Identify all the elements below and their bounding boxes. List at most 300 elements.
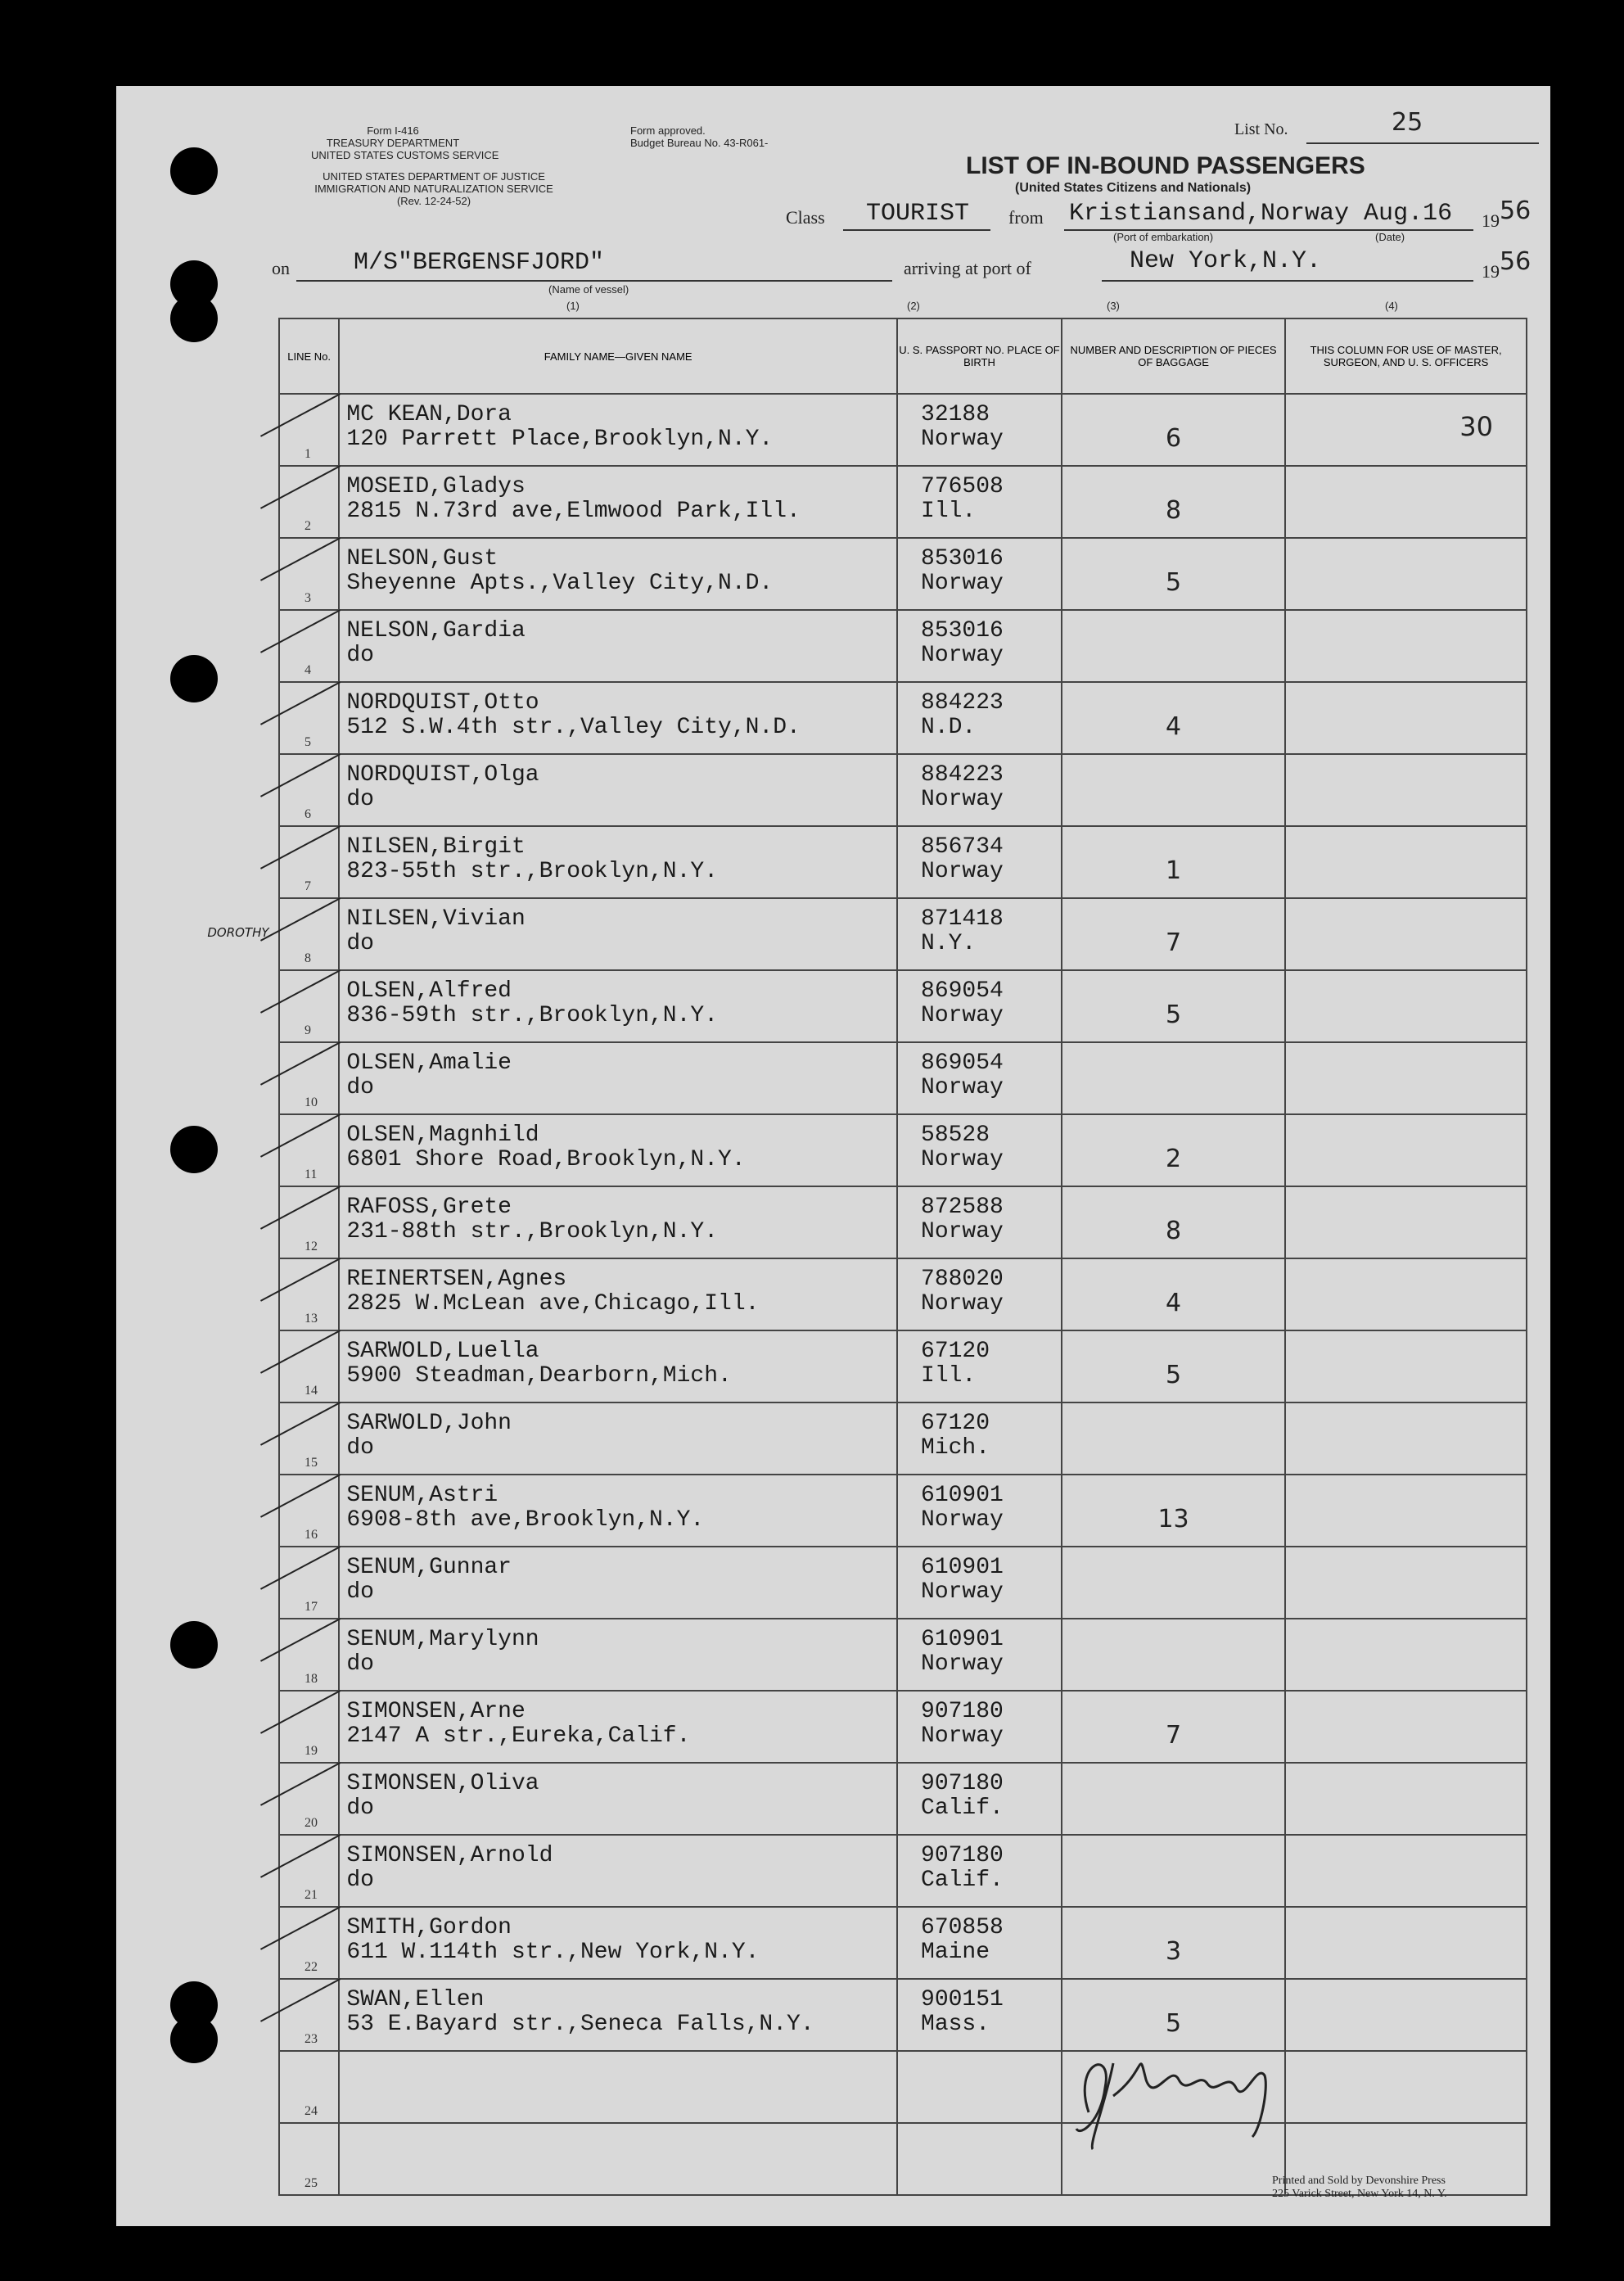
name-cell bbox=[339, 2123, 897, 2195]
place-of-birth: Norway bbox=[921, 1075, 1004, 1100]
place-of-birth: Norway bbox=[921, 1579, 1004, 1605]
officer-note bbox=[1286, 1403, 1526, 1420]
year-prefix-1: 19 bbox=[1482, 210, 1500, 231]
header-officer-use: THIS COLUMN FOR USE OF MASTER, SURGEON, AND U. S. OFFICERS bbox=[1285, 318, 1527, 394]
baggage-cell bbox=[1062, 682, 1285, 754]
line-cell bbox=[279, 1475, 339, 1547]
line-number: 12 bbox=[304, 1240, 318, 1253]
passenger-address: 836-59th str.,Brooklyn,N.Y. bbox=[346, 1003, 719, 1028]
passenger-name: RAFOSS,Grete bbox=[346, 1195, 512, 1220]
name-cell bbox=[339, 1114, 897, 1186]
passenger-name: NORDQUIST,Olga bbox=[346, 762, 539, 788]
passenger-address: 823-55th str.,Brooklyn,N.Y. bbox=[346, 859, 719, 884]
line-cell bbox=[279, 898, 339, 970]
officer-note bbox=[1286, 1259, 1526, 1276]
page-subtitle: (United States Citizens and Nationals) bbox=[1015, 181, 1252, 195]
officer-note bbox=[1286, 971, 1526, 987]
name-cell bbox=[339, 1835, 897, 1907]
passport-cell bbox=[897, 898, 1062, 970]
officer-use-cell bbox=[1285, 1547, 1527, 1619]
baggage-cell bbox=[1062, 1042, 1285, 1114]
passport-cell bbox=[897, 682, 1062, 754]
name-cell bbox=[339, 1547, 897, 1619]
officer-use-cell bbox=[1285, 1475, 1527, 1547]
passport-cell bbox=[897, 1258, 1062, 1330]
line-number: 2 bbox=[304, 519, 311, 533]
officer-use-cell bbox=[1285, 682, 1527, 754]
baggage-cell bbox=[1062, 1114, 1285, 1186]
name-cell bbox=[339, 538, 897, 610]
place-of-birth: Norway bbox=[921, 1219, 1004, 1244]
passport-cell bbox=[897, 394, 1062, 466]
officer-use-cell bbox=[1285, 394, 1527, 466]
officer-note bbox=[1286, 2052, 1526, 2068]
officer-note bbox=[1286, 1043, 1526, 1059]
place-of-birth: Norway bbox=[921, 571, 1004, 596]
passport-number: 856734 bbox=[921, 834, 1004, 860]
table-header-row bbox=[279, 318, 1527, 394]
line-number: 20 bbox=[304, 1816, 318, 1830]
name-cell bbox=[339, 1475, 897, 1547]
passenger-address: do bbox=[346, 643, 374, 668]
table-row bbox=[279, 1907, 1527, 1979]
arriving-label: arriving at port of bbox=[904, 258, 1031, 278]
vessel-name: M/S"BERGENSFJORD" bbox=[354, 249, 605, 277]
passport-cell bbox=[897, 538, 1062, 610]
officer-use-cell bbox=[1285, 1619, 1527, 1691]
doj-name: UNITED STATES DEPARTMENT OF JUSTICE bbox=[323, 170, 545, 183]
baggage-cell bbox=[1062, 1186, 1285, 1258]
line-cell bbox=[279, 826, 339, 898]
approval-block bbox=[630, 124, 768, 149]
baggage-count: 5 bbox=[1166, 2009, 1182, 2038]
passenger-name: SIMONSEN,Oliva bbox=[346, 1771, 539, 1796]
passport-number: 776508 bbox=[921, 474, 1004, 499]
line-number: 21 bbox=[304, 1888, 318, 1902]
place-of-birth: Norway bbox=[921, 643, 1004, 668]
passenger-name: OLSEN,Magnhild bbox=[346, 1122, 539, 1148]
punch-hole bbox=[170, 1621, 218, 1669]
passenger-name: NORDQUIST,Otto bbox=[346, 690, 539, 716]
baggage-count bbox=[1062, 755, 1284, 784]
place-of-birth: Norway bbox=[921, 859, 1004, 884]
passport-number: 900151 bbox=[921, 1987, 1004, 2012]
baggage-count bbox=[1062, 1619, 1284, 1649]
baggage-cell bbox=[1062, 394, 1285, 466]
passenger-name: SARWOLD,John bbox=[346, 1411, 512, 1436]
baggage-count bbox=[1062, 611, 1284, 640]
line-number: 3 bbox=[304, 591, 311, 605]
passenger-address: 5900 Steadman,Dearborn,Mich. bbox=[346, 1363, 732, 1389]
officer-use-cell bbox=[1285, 970, 1527, 1042]
line-number: 8 bbox=[304, 951, 311, 965]
passport-number: 670858 bbox=[921, 1915, 1004, 1940]
passport-cell bbox=[897, 826, 1062, 898]
officer-note bbox=[1286, 1692, 1526, 1708]
passenger-address: do bbox=[346, 1795, 374, 1821]
officer-use-cell bbox=[1285, 1979, 1527, 2051]
passport-cell bbox=[897, 1691, 1062, 1763]
name-cell bbox=[339, 682, 897, 754]
passport-number: 788020 bbox=[921, 1267, 1004, 1292]
table-row bbox=[279, 1979, 1527, 2051]
line-cell bbox=[279, 1402, 339, 1475]
table-row bbox=[279, 2051, 1527, 2123]
place-of-birth: Maine bbox=[921, 1940, 990, 1965]
passenger-name: SIMONSEN,Arnold bbox=[346, 1843, 553, 1868]
name-cell bbox=[339, 1907, 897, 1979]
line-cell bbox=[279, 754, 339, 826]
passenger-address: 231-88th str.,Brooklyn,N.Y. bbox=[346, 1219, 719, 1244]
passenger-address: do bbox=[346, 1868, 374, 1893]
table-row bbox=[279, 1402, 1527, 1475]
baggage-count: 5 bbox=[1166, 1000, 1182, 1029]
ins-name: IMMIGRATION AND NATURALIZATION SERVICE bbox=[314, 183, 553, 195]
table-row bbox=[279, 1619, 1527, 1691]
officer-use-cell bbox=[1285, 1763, 1527, 1835]
passenger-address: do bbox=[346, 1075, 374, 1100]
table-row bbox=[279, 1475, 1527, 1547]
passenger-address: 2147 A str.,Eureka,Calif. bbox=[346, 1723, 691, 1749]
year-value-2: 56 bbox=[1500, 247, 1532, 276]
table-row bbox=[279, 754, 1527, 826]
punch-hole bbox=[170, 147, 218, 195]
line-number: 6 bbox=[304, 807, 311, 821]
passport-number: 67120 bbox=[921, 1339, 990, 1364]
officer-note bbox=[1286, 1475, 1526, 1492]
line-cell bbox=[279, 610, 339, 682]
passport-cell bbox=[897, 1763, 1062, 1835]
passport-cell bbox=[897, 970, 1062, 1042]
line-number: 13 bbox=[304, 1312, 318, 1326]
officer-use-cell bbox=[1285, 538, 1527, 610]
from-value: Kristiansand,Norway Aug.16 bbox=[1069, 200, 1453, 228]
officer-use-cell bbox=[1285, 826, 1527, 898]
baggage-cell bbox=[1062, 1907, 1285, 1979]
line-number: 14 bbox=[304, 1384, 318, 1398]
customs-service: UNITED STATES CUSTOMS SERVICE bbox=[311, 149, 499, 161]
passport-number: 884223 bbox=[921, 690, 1004, 716]
passport-cell bbox=[897, 1186, 1062, 1258]
passport-number: 884223 bbox=[921, 762, 1004, 788]
baggage-count: 6 bbox=[1166, 424, 1182, 453]
line-cell bbox=[279, 1619, 339, 1691]
line-cell bbox=[279, 1186, 339, 1258]
line-number: 18 bbox=[304, 1672, 318, 1686]
col-num-1: (1) bbox=[566, 300, 580, 312]
baggage-count: 8 bbox=[1166, 496, 1182, 525]
baggage-count: 7 bbox=[1166, 1721, 1182, 1750]
name-cell bbox=[339, 466, 897, 538]
place-of-birth: Calif. bbox=[921, 1868, 1004, 1893]
table-row bbox=[279, 826, 1527, 898]
name-cell bbox=[339, 1691, 897, 1763]
vessel-label: (Name of vessel) bbox=[548, 283, 629, 296]
officer-use-cell bbox=[1285, 466, 1527, 538]
class-value: TOURIST bbox=[866, 200, 970, 228]
table-row bbox=[279, 1763, 1527, 1835]
baggage-cell bbox=[1062, 898, 1285, 970]
officer-use-cell bbox=[1285, 2051, 1527, 2123]
line-number: 9 bbox=[304, 1023, 311, 1037]
passport-number: 32188 bbox=[921, 402, 990, 427]
year-prefix-2: 19 bbox=[1482, 261, 1500, 282]
line-cell bbox=[279, 1258, 339, 1330]
officer-use-cell bbox=[1285, 610, 1527, 682]
passport-number: 872588 bbox=[921, 1195, 1004, 1220]
table-row bbox=[279, 970, 1527, 1042]
baggage-cell bbox=[1062, 1835, 1285, 1907]
name-cell bbox=[339, 1402, 897, 1475]
table-row bbox=[279, 1547, 1527, 1619]
line-cell bbox=[279, 1907, 339, 1979]
passport-cell bbox=[897, 1475, 1062, 1547]
passport-cell bbox=[897, 1402, 1062, 1475]
baggage-count bbox=[1062, 1403, 1284, 1433]
baggage-count bbox=[1062, 1043, 1284, 1073]
table-row bbox=[279, 898, 1527, 970]
name-cell bbox=[339, 1619, 897, 1691]
budget-bureau: Budget Bureau No. 43-R061- bbox=[630, 137, 769, 149]
on-label: on bbox=[272, 258, 290, 278]
place-of-birth: Norway bbox=[921, 1147, 1004, 1172]
handwritten-note: DOROTHY bbox=[207, 925, 269, 940]
line-cell bbox=[279, 1114, 339, 1186]
name-cell bbox=[339, 826, 897, 898]
passport-cell bbox=[897, 1907, 1062, 1979]
baggage-cell bbox=[1062, 1619, 1285, 1691]
officer-note bbox=[1286, 1836, 1526, 1852]
revision-date: (Rev. 12-24-52) bbox=[396, 195, 471, 207]
passenger-address: 53 E.Bayard str.,Seneca Falls,N.Y. bbox=[346, 2012, 814, 2037]
officer-note bbox=[1286, 1980, 1526, 1996]
line-number: 11 bbox=[304, 1168, 318, 1181]
baggage-cell bbox=[1062, 970, 1285, 1042]
officer-use-cell bbox=[1285, 1907, 1527, 1979]
officer-signature bbox=[1056, 2014, 1301, 2153]
baggage-count bbox=[1062, 1764, 1284, 1793]
baggage-count: 4 bbox=[1166, 712, 1182, 741]
passenger-name: OLSEN,Alfred bbox=[346, 978, 512, 1004]
line-cell bbox=[279, 682, 339, 754]
officer-note bbox=[1286, 683, 1526, 699]
baggage-count: 8 bbox=[1166, 1217, 1182, 1245]
form-identification bbox=[311, 124, 499, 161]
passenger-address: 2825 W.McLean ave,Chicago,Ill. bbox=[346, 1291, 760, 1317]
officer-note: 30 bbox=[1459, 411, 1493, 442]
passport-number: 907180 bbox=[921, 1771, 1004, 1796]
line-number: 25 bbox=[304, 2176, 318, 2190]
line-cell bbox=[279, 1835, 339, 1907]
passport-cell bbox=[897, 466, 1062, 538]
passenger-address: Sheyenne Apts.,Valley City,N.D. bbox=[346, 571, 774, 596]
table-row bbox=[279, 1691, 1527, 1763]
line-number: 5 bbox=[304, 735, 311, 749]
col-num-3: (3) bbox=[1107, 300, 1120, 312]
line-cell bbox=[279, 394, 339, 466]
port-embark-label: (Port of embarkation) bbox=[1113, 231, 1214, 243]
line-number: 1 bbox=[304, 447, 311, 461]
baggage-count: 2 bbox=[1166, 1145, 1182, 1173]
line-number: 19 bbox=[304, 1744, 318, 1758]
name-cell bbox=[339, 970, 897, 1042]
header-line-no: LINE No. bbox=[279, 318, 339, 394]
name-cell bbox=[339, 1763, 897, 1835]
col-num-4: (4) bbox=[1385, 300, 1398, 312]
officer-note bbox=[1286, 899, 1526, 915]
place-of-birth: Norway bbox=[921, 787, 1004, 812]
passport-cell bbox=[897, 1330, 1062, 1402]
passenger-name: MOSEID,Gladys bbox=[346, 474, 526, 499]
name-cell bbox=[339, 2051, 897, 2123]
punch-hole bbox=[170, 1126, 218, 1173]
passenger-table bbox=[207, 318, 1527, 2196]
passenger-address: do bbox=[346, 1579, 374, 1605]
officer-note bbox=[1286, 1764, 1526, 1780]
passenger-address: 6908-8th ave,Brooklyn,N.Y. bbox=[346, 1507, 705, 1533]
doj-block bbox=[270, 170, 598, 207]
place-of-birth: Norway bbox=[921, 1651, 1004, 1677]
place-of-birth: Norway bbox=[921, 1003, 1004, 1028]
baggage-count: 4 bbox=[1166, 1289, 1182, 1317]
arrival-port: New York,N.Y. bbox=[1130, 247, 1322, 275]
treasury-dept: TREASURY DEPARTMENT bbox=[326, 137, 460, 149]
name-cell bbox=[207, 898, 897, 970]
year-value-1: 56 bbox=[1500, 196, 1532, 225]
form-number: Form I-416 bbox=[367, 124, 419, 137]
passport-number: 58528 bbox=[921, 1122, 990, 1148]
passport-cell bbox=[897, 1547, 1062, 1619]
table-row bbox=[279, 394, 1527, 466]
class-label: Class bbox=[786, 207, 825, 228]
passport-number: 610901 bbox=[921, 1483, 1004, 1508]
table-row bbox=[279, 1258, 1527, 1330]
baggage-cell bbox=[1062, 1763, 1285, 1835]
table-row bbox=[279, 466, 1527, 538]
baggage-cell bbox=[1062, 826, 1285, 898]
line-number: 22 bbox=[304, 1960, 318, 1974]
passport-number: 869054 bbox=[921, 1050, 1004, 1076]
baggage-count bbox=[1062, 1547, 1284, 1577]
line-number: 24 bbox=[304, 2104, 318, 2118]
passenger-name: SENUM,Marylynn bbox=[346, 1627, 539, 1652]
officer-use-cell bbox=[1285, 1186, 1527, 1258]
officer-use-cell bbox=[1285, 1402, 1527, 1475]
passenger-name: SIMONSEN,Arne bbox=[346, 1699, 526, 1724]
line-number: 23 bbox=[304, 2032, 318, 2046]
class-rule bbox=[843, 229, 990, 231]
punch-hole bbox=[170, 2016, 218, 2063]
header-passport: U. S. PASSPORT NO. PLACE OF BIRTH bbox=[897, 318, 1062, 394]
printer-address: 225 Varick Street, New York 14, N. Y. bbox=[1272, 2188, 1447, 2200]
baggage-cell bbox=[1062, 1691, 1285, 1763]
line-cell bbox=[279, 970, 339, 1042]
officer-note bbox=[1286, 611, 1526, 627]
baggage-count: 3 bbox=[1166, 1937, 1182, 1966]
officer-note bbox=[1286, 1547, 1526, 1564]
place-of-birth: Calif. bbox=[921, 1795, 1004, 1821]
line-cell bbox=[279, 466, 339, 538]
date-label: (Date) bbox=[1375, 231, 1405, 243]
officer-note bbox=[1286, 1331, 1526, 1348]
passport-number: 610901 bbox=[921, 1555, 1004, 1580]
name-cell bbox=[339, 1186, 897, 1258]
officer-use-cell bbox=[1285, 1330, 1527, 1402]
line-number: 4 bbox=[304, 663, 311, 677]
table-row bbox=[279, 1835, 1527, 1907]
list-no-rule bbox=[1306, 142, 1539, 144]
table-row bbox=[279, 682, 1527, 754]
baggage-count: 5 bbox=[1166, 1361, 1182, 1389]
place-of-birth: N.D. bbox=[921, 715, 977, 740]
table-row bbox=[279, 610, 1527, 682]
place-of-birth: N.Y. bbox=[921, 931, 977, 956]
line-cell bbox=[279, 1691, 339, 1763]
line-cell bbox=[279, 1763, 339, 1835]
header-name: FAMILY NAME—GIVEN NAME bbox=[339, 318, 897, 394]
passenger-address: do bbox=[346, 1651, 374, 1677]
passport-cell bbox=[897, 754, 1062, 826]
officer-note bbox=[1286, 1115, 1526, 1131]
place-of-birth: Mass. bbox=[921, 2012, 990, 2037]
list-no-label: List No. bbox=[1234, 120, 1288, 138]
officer-use-cell bbox=[1285, 1258, 1527, 1330]
passenger-name: OLSEN,Amalie bbox=[346, 1050, 512, 1076]
name-cell bbox=[339, 1330, 897, 1402]
baggage-cell bbox=[1062, 1547, 1285, 1619]
from-label: from bbox=[1008, 207, 1044, 228]
passport-cell bbox=[897, 610, 1062, 682]
passenger-name: SENUM,Astri bbox=[346, 1483, 498, 1508]
passenger-name: NILSEN,Vivian bbox=[346, 906, 526, 932]
passport-number: 67120 bbox=[921, 1411, 990, 1436]
line-cell bbox=[279, 1547, 339, 1619]
officer-note bbox=[1286, 467, 1526, 483]
passenger-name: SARWOLD,Luella bbox=[346, 1339, 539, 1364]
line-number: 16 bbox=[304, 1528, 318, 1542]
passport-number: 869054 bbox=[921, 978, 1004, 1004]
baggage-count: 13 bbox=[1157, 1505, 1189, 1533]
baggage-count: 5 bbox=[1166, 568, 1182, 597]
officer-note bbox=[1286, 1908, 1526, 1924]
name-cell bbox=[339, 610, 897, 682]
baggage-count: 7 bbox=[1166, 928, 1182, 957]
passenger-name: REINERTSEN,Agnes bbox=[346, 1267, 567, 1292]
baggage-count bbox=[1062, 1836, 1284, 1865]
table-row bbox=[279, 1330, 1527, 1402]
officer-use-cell bbox=[1285, 1114, 1527, 1186]
passport-cell bbox=[897, 2051, 1062, 2123]
place-of-birth: Norway bbox=[921, 1723, 1004, 1749]
line-cell bbox=[279, 2123, 339, 2195]
passport-number: 871418 bbox=[921, 906, 1004, 932]
passport-cell bbox=[897, 1042, 1062, 1114]
punch-hole bbox=[170, 655, 218, 702]
passenger-address: do bbox=[346, 787, 374, 812]
officer-note bbox=[1286, 1619, 1526, 1636]
officer-use-cell bbox=[1285, 754, 1527, 826]
passenger-name: SMITH,Gordon bbox=[346, 1915, 512, 1940]
table-row bbox=[279, 1042, 1527, 1114]
line-cell bbox=[279, 1330, 339, 1402]
place-of-birth: Norway bbox=[921, 1507, 1004, 1533]
line-number: 15 bbox=[304, 1456, 318, 1470]
line-cell bbox=[279, 538, 339, 610]
officer-use-cell bbox=[1285, 1042, 1527, 1114]
officer-note bbox=[1286, 827, 1526, 843]
passport-cell bbox=[897, 1835, 1062, 1907]
line-cell bbox=[279, 1979, 339, 2051]
